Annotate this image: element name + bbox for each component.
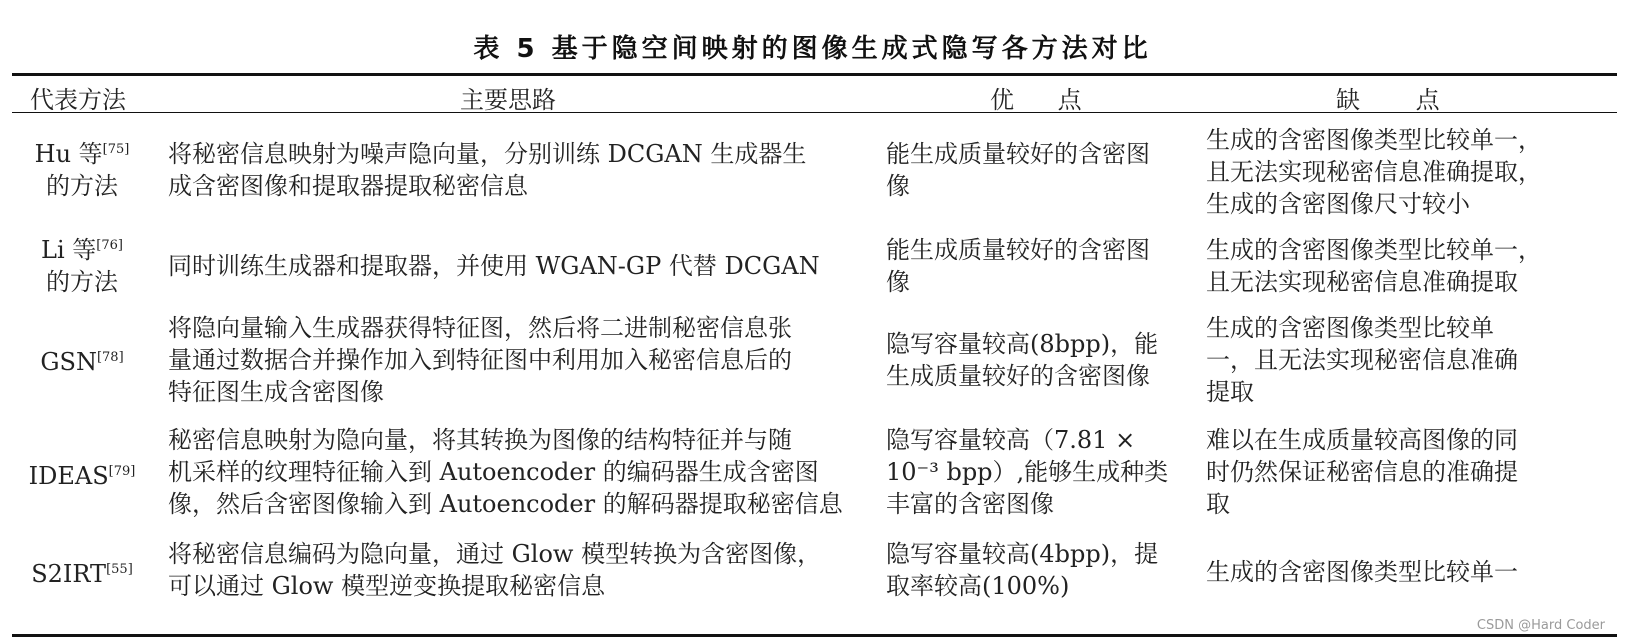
header-method: 代表方法 <box>30 86 126 114</box>
table-row-pros: 能生成质量较好的含密图 像 <box>886 140 1150 200</box>
table-row-idea: 将秘密信息编码为隐向量，通过 Glow 模型转换为含密图像， 可以通过 Glow 模型逆变换提取秘密信息 <box>168 540 822 600</box>
table-row-pros: 隐写容量较高（7.81 × 10⁻³ bpp）,能够生成种类 丰富的含密图像 <box>886 426 1169 518</box>
table-row-method: GSN[78] <box>40 348 124 376</box>
table-row-pros: 隐写容量较高(4bpp)，提 取率较高(100%) <box>886 540 1159 600</box>
table-row-pros: 隐写容量较高(8bpp)，能 生成质量较好的含密图像 <box>886 330 1159 390</box>
table-row-cons: 难以在生成质量较高图像的同 时仍然保证秘密信息的准确提 取 <box>1206 426 1518 518</box>
header-pros: 优 点 <box>990 86 1100 114</box>
watermark: CSDN @Hard Coder <box>1476 618 1605 633</box>
table-row-method: S2IRT[55] <box>31 560 133 588</box>
table-row-method: IDEAS[79] <box>28 462 136 490</box>
table-row-cons: 生成的含密图像类型比较单一， 且无法实现秘密信息准确提取 <box>1206 236 1542 296</box>
table-row-method: Hu 等[75] 的方法 <box>34 140 130 200</box>
table-row-idea: 将隐向量输入生成器获得特征图，然后将二进制秘密信息张 量通过数据合并操作加入到特征图中利用加入秘密信息后的 特征图生成含密图像 <box>168 314 792 406</box>
table-row-pros: 能生成质量较好的含密图 像 <box>886 236 1150 296</box>
table-title: 表 5 基于隐空间映射的图像生成式隐写各方法对比 <box>473 34 1152 64</box>
header-idea: 主要思路 <box>460 86 556 114</box>
table-row-idea: 将秘密信息映射为噪声隐向量，分别训练 DCGAN 生成器生 成含密图像和提取器提取秘密信息 <box>168 140 807 200</box>
bottom-rule <box>12 634 1617 637</box>
table-row-cons: 生成的含密图像类型比较单一 <box>1206 558 1518 586</box>
table-row-idea: 同时训练生成器和提取器，并使用 WGAN-GP 代替 DCGAN <box>168 252 820 280</box>
table-row-idea: 秘密信息映射为隐向量，将其转换为图像的结构特征并与随 机采样的纹理特征输入到 Autoencoder 的编码器生成含密图 像，然后含密图像输入到 Autoencoder 的解码器提取秘密信息 <box>168 426 843 518</box>
header-cons: 缺 点 <box>1336 86 1464 114</box>
table-row-cons: 生成的含密图像类型比较单一， 且无法实现秘密信息准确提取， 生成的含密图像尺寸较小 <box>1206 126 1542 218</box>
table-row-cons: 生成的含密图像类型比较单 一，且无法实现秘密信息准确 提取 <box>1206 314 1518 406</box>
top-rule <box>12 73 1617 76</box>
table-row-method: Li 等[76] 的方法 <box>41 236 123 296</box>
